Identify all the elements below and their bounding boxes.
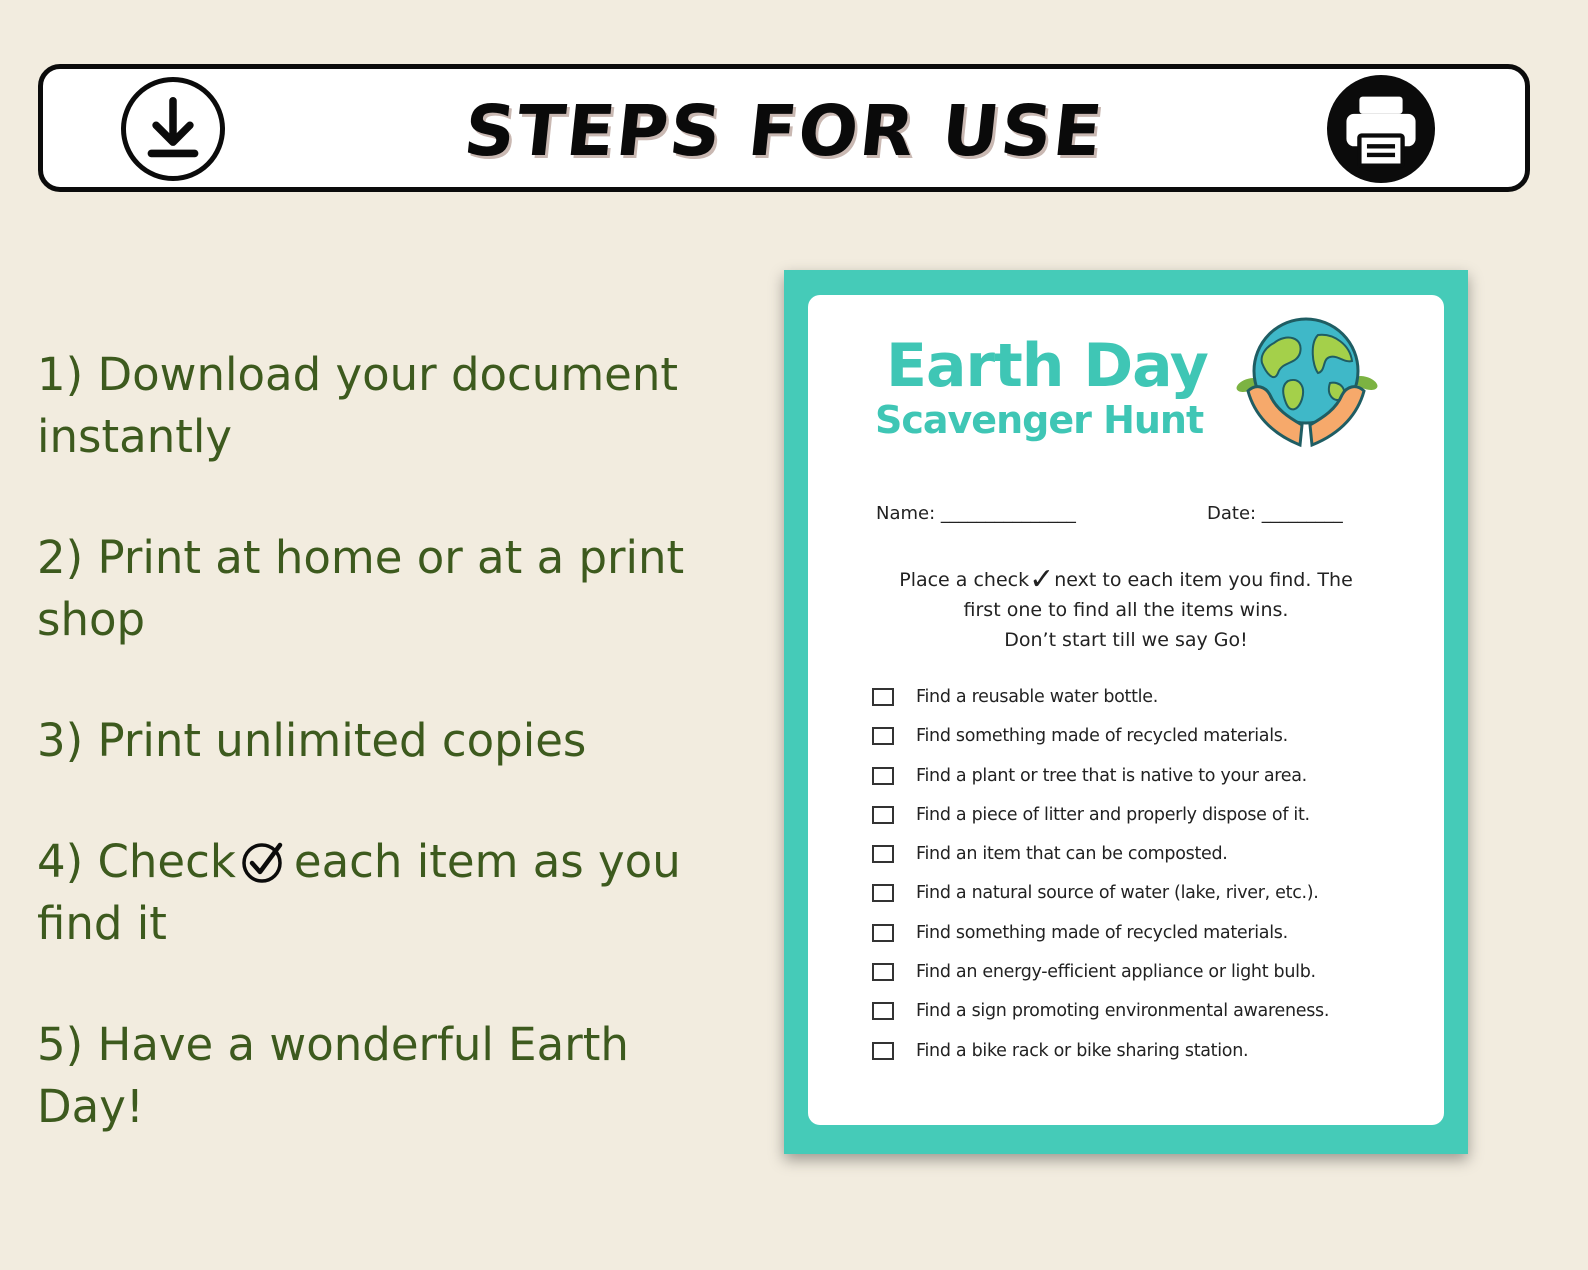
name-field: Name: _______________ [876,503,1076,524]
check-mark-icon: ✓ [1029,562,1055,597]
checkbox[interactable] [872,924,894,942]
instructions-text: next to each item you find. The [1054,569,1353,591]
checkbox[interactable] [872,963,894,981]
checkbox[interactable] [872,806,894,824]
checkbox[interactable] [872,767,894,785]
list-item [872,883,1329,922]
banner-title: STEPS FOR USE [460,90,1108,172]
checkbox[interactable] [872,727,894,745]
item-label: Find a bike rack or bike sharing station. [916,1040,1249,1061]
item-label: Find a plant or tree that is native to your area. [916,765,1307,786]
step-item [37,831,737,955]
item-label: Find an item that can be composted. [916,844,1228,865]
step-item: 3) Print unlimited copies [37,714,587,767]
worksheet-page [808,295,1444,1125]
step-text: each item as you find it [37,835,681,950]
worksheet-subtitle: Scavenger Hunt [875,398,1204,442]
globe-in-hands-icon [1226,313,1386,453]
checkbox[interactable] [872,884,894,902]
instructions-line-1 [848,562,1404,597]
item-label: Find something made of recycled materials. [916,922,1288,943]
checkbox[interactable] [872,688,894,706]
list-item [872,844,1329,883]
checkbox[interactable] [872,1002,894,1020]
header-banner [38,64,1530,192]
circle-check-icon [240,837,288,885]
checkbox[interactable] [872,1042,894,1060]
list-item [872,687,1329,726]
item-label: Find a sign promoting environmental awareness. [916,1001,1330,1022]
scavenger-items [872,687,1329,1080]
instructions [848,562,1404,655]
step-item: 1) Download your document instantly [37,348,679,463]
item-label: Find an energy-efficient appliance or light bulb. [916,962,1316,983]
item-label: Find something made of recycled materials. [916,726,1288,747]
item-label: Find a natural source of water (lake, river, etc.). [916,883,1319,904]
list-item [872,1041,1329,1080]
item-label: Find a piece of litter and properly dispose of it. [916,804,1310,825]
worksheet-title: Earth Day [886,331,1208,401]
steps-list [37,344,737,1197]
step-text: 4) Check [37,835,236,888]
list-item [872,766,1329,805]
worksheet-preview [784,270,1468,1154]
instructions-text: Place a check [899,569,1030,591]
step-item: 5) Have a wonderful Earth Day! [37,1018,629,1133]
checkbox[interactable] [872,845,894,863]
date-field: Date: _________ [1207,503,1343,524]
step-item: 2) Print at home or at a print shop [37,531,685,646]
instructions-line-3: Don’t start till we say Go! [1004,629,1248,651]
list-item [872,962,1329,1001]
list-item [872,805,1329,844]
printer-icon[interactable] [1327,75,1435,183]
instructions-line-2: first one to find all the items wins. [963,599,1289,621]
list-item [872,1001,1329,1040]
item-label: Find a reusable water bottle. [916,687,1158,707]
list-item [872,726,1329,765]
list-item [872,923,1329,962]
